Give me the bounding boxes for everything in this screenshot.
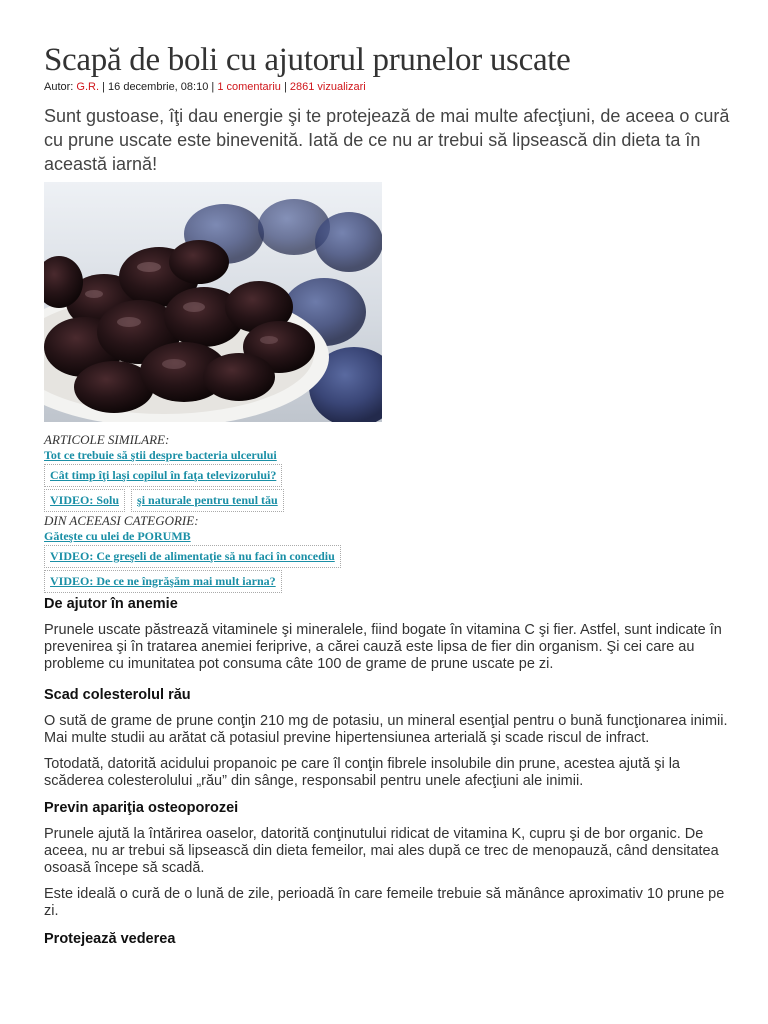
section-heading-anemia: De ajutor în anemie	[44, 596, 178, 612]
related-link[interactable]: Cât timp îţi laşi copilul în faţa televizorului?	[44, 464, 282, 487]
related-articles	[44, 432, 734, 594]
category-link[interactable]: VIDEO: De ce ne îngrăşăm mai mult iarna?	[44, 570, 282, 593]
section-heading-osteoporosis: Previn apariţia osteoporozei	[44, 800, 239, 816]
paragraph: Prunele ajută la întărirea oaselor, datorită conţinutului ridicat de vitamina K, cupru şi de bor organic. De aceea, nu ar trebui să lipsească din dieta femeilor, mai ales după ce trec de menopauză, când densitatea osoasă începe să scadă.	[44, 826, 719, 876]
comments-link[interactable]: 1 comentariu	[217, 81, 281, 93]
related-link[interactable]: Tot ce trebuie să ştii despre bacteria ulcerului	[44, 448, 277, 462]
article-meta	[44, 80, 734, 94]
related-link[interactable]: şi naturale pentru tenul tău	[131, 489, 284, 512]
article	[44, 40, 734, 948]
author-label: Autor:	[44, 81, 74, 93]
paragraph: Prunele uscate păstrează vitaminele şi mineralele, fiind bogate în vitamina C şi fier. Astfel, sunt indicate în prevenirea şi în tratarea anemiei feriprive, a cărei cauză este lipsa de fier din organism. Şi cei care au probleme cu imunitatea pot consuma câte 100 de grame de prune uscate pe zi.	[44, 622, 722, 672]
meta-separator: |	[208, 81, 218, 93]
same-category-heading: DIN ACEEASI CATEGORIE:	[44, 513, 199, 528]
paragraph: Este ideală o cură de o lună de zile, perioadă în care femeile trebuie să mănânce aproximativ 10 prune pe zi.	[44, 886, 725, 919]
meta-separator: |	[280, 81, 290, 93]
article-lead: Sunt gustoase, îţi dau energie şi te protejează de mai multe afecţiuni, de aceea o cură cu prune uscate este binevenită. Iată de ce nu ar trebui să lipsească din dieta ta în această iarnă!	[44, 106, 730, 174]
similar-articles-heading: ARTICOLE SIMILARE:	[44, 432, 170, 447]
category-link[interactable]: Găteşte cu ulei de PORUMB	[44, 529, 191, 543]
meta-separator: |	[99, 81, 109, 93]
paragraph: Totodată, datorită acidului propanoic pe care îl conţin fibrele insolubile din prune, acestea ajută şi la scăderea colesterolului „rău” din sânge, responsabil pentru unele afecţiuni ale inimii.	[44, 756, 680, 789]
section-heading-vision: Protejează vederea	[44, 931, 176, 947]
author-link[interactable]: G.R.	[76, 81, 100, 93]
dried-prunes-photo	[44, 182, 382, 422]
section-heading-cholesterol: Scad colesterolul rău	[44, 687, 191, 703]
paragraph: O sută de grame de prune conţin 210 mg de potasiu, un mineral esenţial pentru o bună funcţionarea inimii. Mai multe studii au arătat că potasiul previne hipertensiunea arterială şi scade riscul de infract.	[44, 713, 728, 746]
dried-prunes-plate-icon	[44, 182, 382, 422]
views-count: 2861 vizualizari	[289, 81, 366, 93]
publish-date: 16 decembrie, 08:10	[108, 81, 209, 93]
related-link[interactable]: VIDEO: Solu	[44, 489, 125, 512]
category-link[interactable]: VIDEO: Ce greşeli de alimentaţie să nu faci în concediu	[44, 545, 341, 568]
article-title: Scapă de boli cu ajutorul prunelor uscate	[44, 42, 571, 78]
